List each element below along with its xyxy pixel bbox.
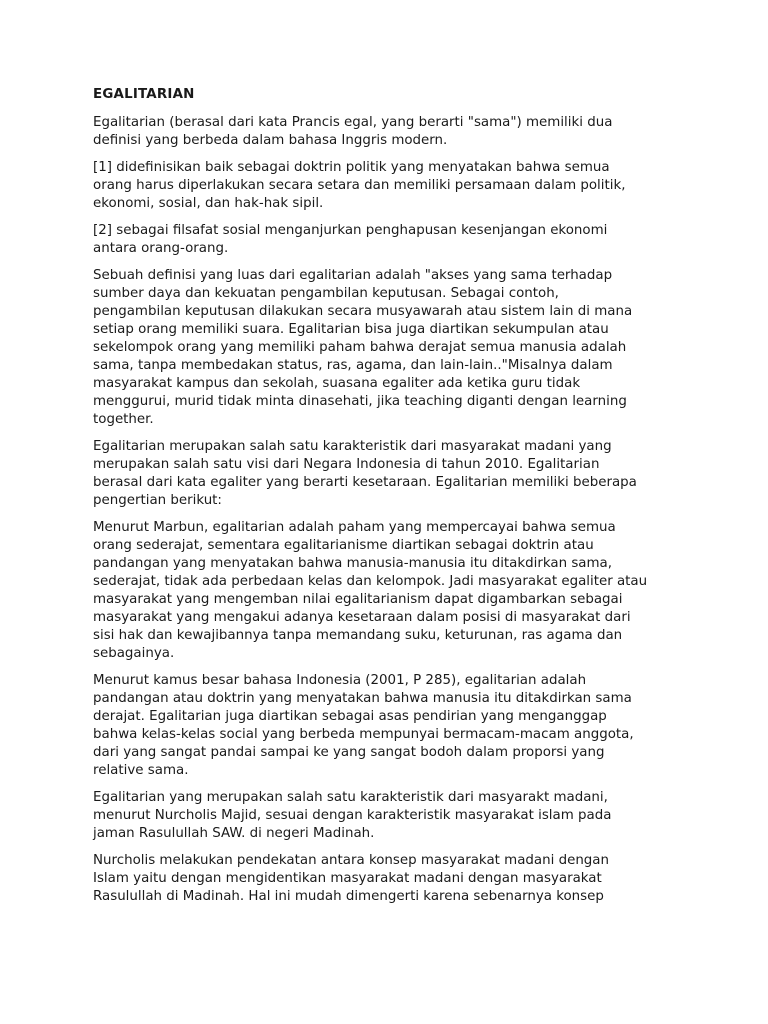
paragraph-line: ekonomi, sosial, dan hak-hak sipil. bbox=[93, 196, 324, 211]
paragraph-line: menurut Nurcholis Majid, sesuai dengan karakteristik masyarakat islam pada bbox=[93, 808, 612, 823]
paragraph bbox=[93, 789, 683, 843]
paragraph-line: together. bbox=[93, 412, 154, 427]
paragraph-line: sisi hak dan kewajibannya tanpa memandang suku, keturunan, ras agama dan bbox=[93, 628, 623, 643]
paragraph-line: pengertian berikut: bbox=[93, 493, 222, 508]
paragraph-line: definisi yang berbeda dalam bahasa Inggris modern. bbox=[93, 133, 448, 148]
paragraph-line: Menurut kamus besar bahasa Indonesia (2001, P 285), egalitarian adalah bbox=[93, 673, 587, 688]
paragraph-line: pandangan atau doktrin yang menyatakan bahwa manusia itu ditakdirkan sama bbox=[93, 691, 632, 706]
paragraph-line: [2] sebagai filsafat sosial menganjurkan penghapusan kesenjangan ekonomi bbox=[93, 223, 608, 238]
paragraph-line: Sebuah definisi yang luas dari egalitarian adalah "akses yang sama terhadap bbox=[93, 268, 613, 283]
paragraph-line: antara orang-orang. bbox=[93, 241, 229, 256]
paragraph-line: orang harus diperlakukan secara setara dan memiliki persamaan dalam politik, bbox=[93, 178, 626, 193]
paragraph-line: sama, tanpa membedakan status, ras, agama, dan lain-lain.."Misalnya dalam bbox=[93, 358, 613, 373]
paragraph-line: berasal dari kata egaliter yang berarti kesetaraan. Egalitarian memiliki beberapa bbox=[93, 475, 637, 490]
document-title: EGALITARIAN bbox=[93, 87, 195, 102]
paragraph-line: sumber daya dan kekuatan pengambilan keputusan. Sebagai contoh, bbox=[93, 286, 559, 301]
paragraph bbox=[93, 222, 683, 258]
paragraph-line: pengambilan keputusan dilakukan secara musyawarah atau sistem lain di mana bbox=[93, 304, 633, 319]
paragraph-line: pandangan yang menyatakan bahwa manusia-manusia itu ditakdirkan sama, bbox=[93, 556, 613, 571]
paragraph-line: setiap orang memiliki suara. Egalitarian bisa juga diartikan sekumpulan atau bbox=[93, 322, 609, 337]
paragraph-line: dari yang sangat pandai sampai ke yang sangat bodoh dalam proporsi yang bbox=[93, 745, 605, 760]
paragraph-line: sebagainya. bbox=[93, 646, 175, 661]
paragraph bbox=[93, 672, 683, 780]
paragraph-line: orang sederajat, sementara egalitarianisme diartikan sebagai doktrin atau bbox=[93, 538, 594, 553]
paragraph-line: menggurui, murid tidak minta dinasehati, jika teaching diganti dengan learning bbox=[93, 394, 627, 409]
paragraph-line: relative sama. bbox=[93, 763, 189, 778]
paragraph-line: masyarakat kampus dan sekolah, suasana egaliter ada ketika guru tidak bbox=[93, 376, 581, 391]
paragraph-line: sekelompok orang yang memiliki paham bahwa derajat semua manusia adalah bbox=[93, 340, 627, 355]
paragraph bbox=[93, 267, 683, 429]
paragraph-line: masyarakat yang mengemban nilai egalitarianism dapat digambarkan sebagai bbox=[93, 592, 623, 607]
paragraph-line: merupakan salah satu visi dari Negara Indonesia di tahun 2010. Egalitarian bbox=[93, 457, 600, 472]
paragraph-line: jaman Rasulullah SAW. di negeri Madinah. bbox=[93, 826, 375, 841]
paragraph-line: Egalitarian yang merupakan salah satu karakteristik dari masyarakt madani, bbox=[93, 790, 608, 805]
paragraph-line: masyarakat yang mengakui adanya kesetaraan dalam posisi di masyarakat dari bbox=[93, 610, 631, 625]
paragraph-line: Egalitarian (berasal dari kata Prancis egal, yang berarti "sama") memiliki dua bbox=[93, 115, 613, 130]
paragraph-line: Nurcholis melakukan pendekatan antara konsep masyarakat madani dengan bbox=[93, 853, 610, 868]
paragraph-line: Rasulullah di Madinah. Hal ini mudah dimengerti karena sebenarnya konsep bbox=[93, 889, 604, 904]
paragraph bbox=[93, 519, 683, 663]
paragraph bbox=[93, 114, 683, 150]
paragraph-line: sederajat, tidak ada perbedaan kelas dan kelompok. Jadi masyarakat egaliter atau bbox=[93, 574, 648, 589]
paragraph-list bbox=[93, 114, 683, 906]
paragraph-line: Islam yaitu dengan mengidentikan masyarakat madani dengan masyarakat bbox=[93, 871, 602, 886]
paragraph bbox=[93, 852, 683, 906]
paragraph-line: Egalitarian merupakan salah satu karakteristik dari masyarakat madani yang bbox=[93, 439, 612, 454]
document-body bbox=[93, 86, 683, 915]
paragraph-line: derajat. Egalitarian juga diartikan sebagai asas pendirian yang menganggap bbox=[93, 709, 607, 724]
paragraph-line: Menurut Marbun, egalitarian adalah paham yang mempercayai bahwa semua bbox=[93, 520, 616, 535]
paragraph-line: [1] didefinisikan baik sebagai doktrin politik yang menyatakan bahwa semua bbox=[93, 160, 610, 175]
paragraph bbox=[93, 438, 683, 510]
paragraph-line: bahwa kelas-kelas social yang berbeda mempunyai bermacam-macam anggota, bbox=[93, 727, 634, 742]
paragraph bbox=[93, 159, 683, 213]
